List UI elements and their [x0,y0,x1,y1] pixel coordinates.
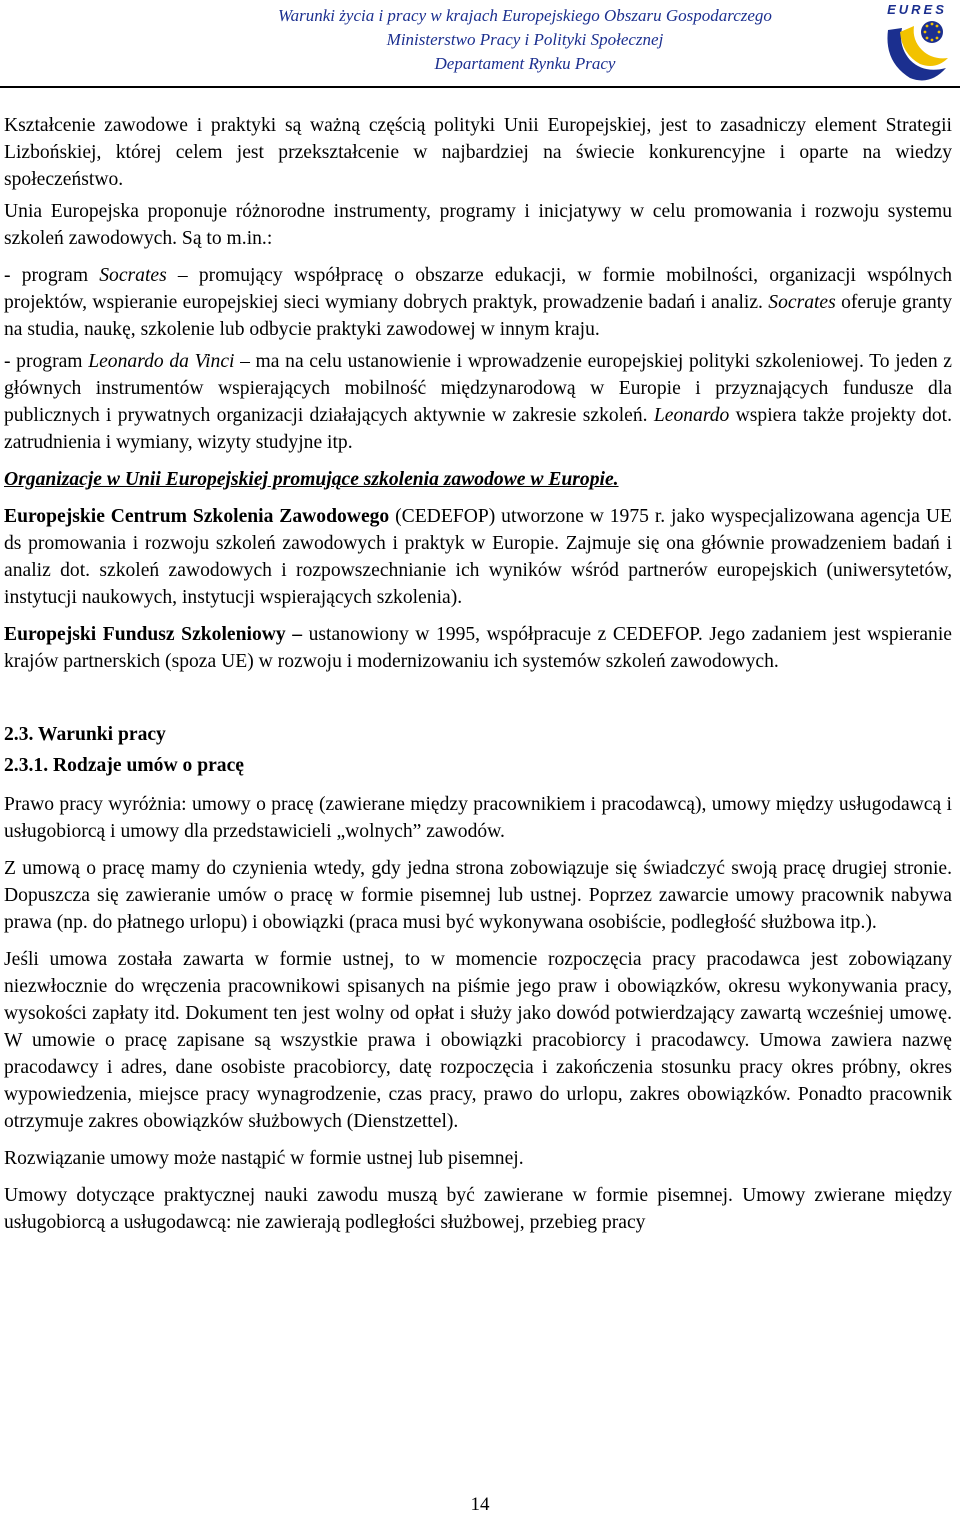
page-content [4,112,952,1246]
paragraph-termination: Rozwiązanie umowy może nastąpić w formie ustnej lub pisemnej. [4,1148,524,1169]
header-department: Departament Rynku Pracy [434,54,616,73]
organization-name: Europejski Fundusz Szkoleniowy – [4,624,303,645]
text-run: – ma na celu ustanowienie i wprowadzenie europejskiej polityki szkoleniowej. To jeden z głównych instrumentów wspierających mobilność międzynarodową w Europie i przyznających fundusze dla publicznych i prywatnych organizacji działających aktywnie w zakresie szkoleń. [4,351,952,426]
paragraph-labor-law: Prawo pracy wyróżnia: umowy o pracę (zawierane między pracownikiem i pracodawcą), umowy między usługodawcą i usługobiorcą i umowy dla przedstawicieli „wolnych” zawodów. [4,794,952,842]
text-run: – promujący współpracę o obszarze edukacji, w formie mobilności, organizacji wspólnych projektów, wspieranie europejskiej sieci wymiany dobrych praktyk, prowadzenie badań i analiz. [4,265,952,313]
eures-logo [880,2,952,84]
text-run: wspiera także projekty dot. zatrudnienia i wymiany, wizyty studyjne itp. [4,405,953,453]
heading-working-conditions: 2.3. Warunki pracy [4,724,166,745]
program-name-leonardo: Leonardo da Vinci [88,351,235,372]
program-name-socrates: Socrates [99,265,167,286]
page-number: 14 [470,1494,490,1515]
header-text [190,4,860,76]
organization-name: Europejskie Centrum Szkolenia Zawodowego [4,506,390,527]
paragraph-instruments: Unia Europejska proponuje różnorodne instrumenty, programy i inicjatywy w celu promowania i rozwoju systemu szkoleń zawodowych. Są to m.in.: [4,201,952,249]
header-title: Warunki życia i pracy w krajach Europejskiego Obszaru Gospodarczego [278,6,772,25]
text-run: (CEDEFOP) utworzone w 1975 r. jako wyspecjalizowana agencja UE ds promowania i rozwoju szkoleń zawodowych i praktyk w Europie. Zajmuje się ona głównie prowadzeniem badań i analiz dot. szkoleń zawodowych i rozpowszechnianie ich wyników wśród partnerów europejskich (uniwersytetów, instytucji naukowych, instytucji wspierających szkolenia). [4,506,952,608]
paragraph-leonardo [4,348,952,456]
program-name-socrates: Socrates [768,292,836,313]
heading-contract-types: 2.3.1. Rodzaje umów o pracę [4,755,244,776]
paragraph-intro: Kształcenie zawodowe i praktyki są ważną częścią polityki Unii Europejskiej, jest to zasadniczy element Strategii Lizbońskiej, której celem jest przekształcenie w najbardziej na świecie konkurencyjne i oparte na wiedzy społeczeństwo. [4,115,952,190]
text-run: - program [4,351,89,372]
paragraph-socrates [4,262,952,343]
paragraph-cedefop [4,503,952,611]
paragraph-etf [4,621,952,675]
text-run: ustanowiony w 1995, współpracuje z CEDEFOP. Jego zadaniem jest wspieranie krajów partnerskich (spoza UE) w rozwoju i modernizowaniu ich systemów szkoleń zawodowych. [4,624,952,672]
paragraph-employment-contract: Z umową o pracę mamy do czynienia wtedy, gdy jedna strona zobowiązuje się świadczyć swoją pracę drugiej stronie. Dopuszcza się zawieranie umów o pracę w formie pisemnej lub ustnej. Poprzez zawarcie umowy pracownik nabywa prawa (np. do płatnego urlopu) i obowiązki (praca musi być wykonywana osobiście, podległość służbowa itp.). [4,858,952,933]
header-ministry: Ministerstwo Pracy i Polityki Społecznej [386,30,664,49]
eures-logo-emblem [880,2,952,84]
paragraph-oral-contract: Jeśli umowa została zawarta w formie ustnej, to w momencie rozpoczęcia pracy pracodawca jest zobowiązany niezwłocznie do wręczenia pracownikowi spisanych na piśmie jego praw i obowiązków, okresu wykonywania pracy, wysokości zapłaty itd. Dokument ten jest wolny od opłat i służy jako dowód potwierdzający zawartą wcześniej umowę. W umowie o pracę zapisane są wszystkie prawa i obowiązki pracobiorcy i pracodawcy. Umowa zawiera nazwę pracodawcy i adres, dane osobiste pracobiorcy, datę rozpoczęcia i zakończenia stosunku pracy okres próbny, okres wypowiedzenia, miejsce pracy wynagrodzenie, czas pracy, prawo do urlopu, zakres obowiązków. Ponadto pracownik otrzymuje zakres obowiązków służbowych (Dienstzettel). [4,949,952,1132]
program-name-leonardo: Leonardo [653,405,730,426]
section-subheading [4,466,952,493]
page-header [0,0,960,86]
subheading-text: Organizacje w Unii Europejskiej promujące szkolenia zawodowe w Europie. [4,469,619,490]
paragraph-apprenticeship: Umowy dotyczące praktycznej nauki zawodu muszą być zawierane w formie pisemnej. Umowy zwierane między usługobiorcą a usługodawcą: nie zawierają podległości służbowej, przebieg pracy [4,1185,952,1233]
text-run: oferuje granty na studia, naukę, szkolenie lub odbycie praktyki zawodowej w innym kraju. [4,292,952,340]
eures-logo-text: EURES [887,2,947,17]
header-divider [0,86,960,88]
text-run: - program [4,265,100,286]
